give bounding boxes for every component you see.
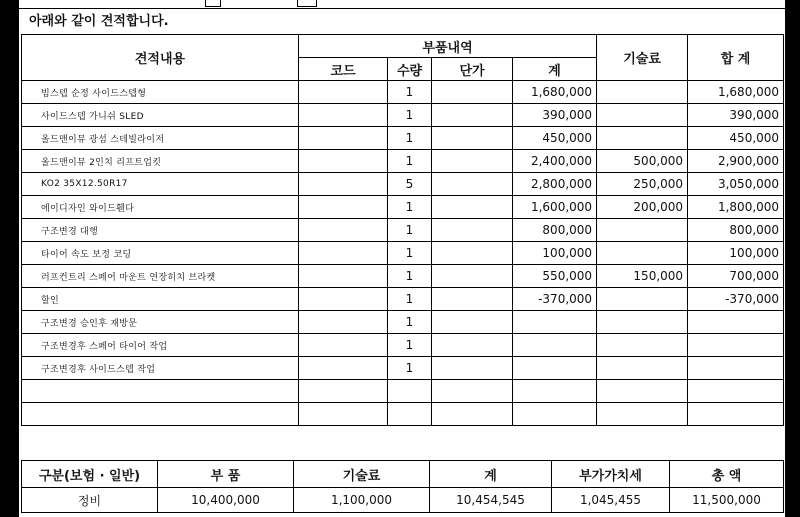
row-labor — [597, 403, 688, 426]
header-code: 코드 — [299, 58, 388, 81]
summary-header: 구분(보험 · 일반) — [22, 461, 158, 488]
header-qty: 수량 — [388, 58, 432, 81]
summary-value: 11,500,000 — [670, 488, 784, 513]
table-row — [22, 288, 784, 311]
table-row — [22, 242, 784, 265]
table-row — [22, 196, 784, 219]
row-desc — [22, 403, 299, 426]
summary-header: 계 — [430, 461, 552, 488]
row-labor — [597, 311, 688, 334]
row-qty: 1 — [388, 150, 432, 173]
row-qty: 1 — [388, 265, 432, 288]
row-total: 390,000 — [688, 104, 784, 127]
row-desc: 할인 — [22, 288, 299, 311]
row-total: -370,000 — [688, 288, 784, 311]
row-unit-price — [432, 173, 513, 196]
estimate-rows — [22, 81, 784, 426]
row-labor: 150,000 — [597, 265, 688, 288]
row-subtotal: 800,000 — [513, 219, 597, 242]
row-qty — [388, 380, 432, 403]
row-labor — [597, 127, 688, 150]
row-labor: 250,000 — [597, 173, 688, 196]
top-box — [205, 0, 221, 7]
row-total: 800,000 — [688, 219, 784, 242]
table-row — [22, 380, 784, 403]
row-subtotal: 2,800,000 — [513, 173, 597, 196]
summary-header: 부 품 — [158, 461, 294, 488]
header-subtotal: 계 — [513, 58, 597, 81]
row-desc: 러프컨트리 스페어 마운트 연장히치 브라켓 — [22, 265, 299, 288]
row-code — [299, 265, 388, 288]
row-desc: 빔스텝 순정 사이드스텝형 — [22, 81, 299, 104]
row-subtotal — [513, 334, 597, 357]
summary-header: 총 액 — [670, 461, 784, 488]
heading: 아래와 같이 견적합니다. — [29, 14, 169, 29]
row-subtotal — [513, 311, 597, 334]
row-labor: 200,000 — [597, 196, 688, 219]
row-total: 100,000 — [688, 242, 784, 265]
row-labor — [597, 81, 688, 104]
row-subtotal: -370,000 — [513, 288, 597, 311]
header-unit-price: 단가 — [432, 58, 513, 81]
row-unit-price — [432, 265, 513, 288]
row-total: 2,900,000 — [688, 150, 784, 173]
table-row — [22, 311, 784, 334]
row-total: 450,000 — [688, 127, 784, 150]
table-row — [22, 104, 784, 127]
row-qty: 1 — [388, 81, 432, 104]
row-unit-price — [432, 380, 513, 403]
row-labor: 500,000 — [597, 150, 688, 173]
row-unit-price — [432, 150, 513, 173]
row-desc: 타이어 속도 보정 코딩 — [22, 242, 299, 265]
row-total: 1,800,000 — [688, 196, 784, 219]
header-desc: 견적내용 — [22, 35, 299, 81]
row-qty: 1 — [388, 357, 432, 380]
summary-value-row — [22, 488, 784, 513]
table-row — [22, 403, 784, 426]
row-labor — [597, 104, 688, 127]
row-labor — [597, 288, 688, 311]
row-desc: 에이디자인 와이드휀다 — [22, 196, 299, 219]
row-desc: 사이드스텝 가니쉬 SLED — [22, 104, 299, 127]
row-labor — [597, 242, 688, 265]
table-row — [22, 81, 784, 104]
row-code — [299, 173, 388, 196]
summary-value: 10,400,000 — [158, 488, 294, 513]
row-total — [688, 357, 784, 380]
row-subtotal: 1,600,000 — [513, 196, 597, 219]
row-subtotal: 390,000 — [513, 104, 597, 127]
header-parts: 부품내역 — [299, 35, 597, 58]
row-unit-price — [432, 334, 513, 357]
row-subtotal — [513, 380, 597, 403]
summary-header: 부가가치세 — [552, 461, 670, 488]
row-code — [299, 288, 388, 311]
row-qty: 1 — [388, 196, 432, 219]
row-code — [299, 311, 388, 334]
separator — [19, 454, 785, 457]
row-unit-price — [432, 357, 513, 380]
row-labor — [597, 357, 688, 380]
row-unit-price — [432, 104, 513, 127]
summary-value: 1,100,000 — [294, 488, 430, 513]
row-desc: 구조변경후 스페어 타이어 작업 — [22, 334, 299, 357]
row-qty: 1 — [388, 219, 432, 242]
row-desc: 올드맨이뮤 광섬 스테빌라이저 — [22, 127, 299, 150]
top-strip — [19, 0, 785, 9]
table-row — [22, 127, 784, 150]
estimate-sheet — [19, 0, 785, 517]
row-unit-price — [432, 288, 513, 311]
row-code — [299, 196, 388, 219]
row-subtotal: 450,000 — [513, 127, 597, 150]
row-total — [688, 311, 784, 334]
row-total: 1,680,000 — [688, 81, 784, 104]
row-subtotal: 2,400,000 — [513, 150, 597, 173]
header-labor: 기술료 — [597, 35, 688, 81]
summary-header-row — [22, 461, 784, 488]
row-code — [299, 150, 388, 173]
row-desc: 구조변경 승인후 재방문 — [22, 311, 299, 334]
row-qty — [388, 403, 432, 426]
row-total — [688, 334, 784, 357]
row-code — [299, 127, 388, 150]
row-qty: 1 — [388, 127, 432, 150]
row-unit-price — [432, 81, 513, 104]
row-desc: 올드맨이뮤 2인치 리프트업킷 — [22, 150, 299, 173]
row-total: 700,000 — [688, 265, 784, 288]
row-unit-price — [432, 242, 513, 265]
row-code — [299, 380, 388, 403]
top-box — [297, 0, 317, 7]
row-qty: 1 — [388, 242, 432, 265]
row-code — [299, 403, 388, 426]
row-desc: KO2 35X12.50R17 — [22, 173, 299, 196]
row-subtotal: 1,680,000 — [513, 81, 597, 104]
row-total: 3,050,000 — [688, 173, 784, 196]
row-code — [299, 219, 388, 242]
table-row — [22, 173, 784, 196]
summary-table — [21, 460, 784, 513]
row-subtotal — [513, 403, 597, 426]
row-qty: 1 — [388, 288, 432, 311]
row-unit-price — [432, 311, 513, 334]
row-labor — [597, 219, 688, 242]
row-qty: 1 — [388, 334, 432, 357]
row-qty: 1 — [388, 104, 432, 127]
row-unit-price — [432, 196, 513, 219]
summary-header: 기술료 — [294, 461, 430, 488]
row-desc: 구조변경후 사이드스텝 작업 — [22, 357, 299, 380]
row-code — [299, 357, 388, 380]
table-row — [22, 150, 784, 173]
summary-value: 정비 — [22, 488, 158, 513]
row-desc: 구조변경 대행 — [22, 219, 299, 242]
row-labor — [597, 334, 688, 357]
table-row — [22, 219, 784, 242]
row-code — [299, 334, 388, 357]
row-code — [299, 104, 388, 127]
estimate-table — [21, 34, 784, 426]
header-total: 합 계 — [688, 35, 784, 81]
table-row — [22, 357, 784, 380]
row-unit-price — [432, 127, 513, 150]
row-code — [299, 242, 388, 265]
row-code — [299, 81, 388, 104]
row-labor — [597, 380, 688, 403]
row-qty: 5 — [388, 173, 432, 196]
summary-value: 10,454,545 — [430, 488, 552, 513]
row-unit-price — [432, 403, 513, 426]
row-subtotal — [513, 357, 597, 380]
row-unit-price — [432, 219, 513, 242]
row-total — [688, 403, 784, 426]
row-desc — [22, 380, 299, 403]
table-row — [22, 265, 784, 288]
row-subtotal: 550,000 — [513, 265, 597, 288]
row-subtotal: 100,000 — [513, 242, 597, 265]
row-qty: 1 — [388, 311, 432, 334]
row-total — [688, 380, 784, 403]
table-row — [22, 334, 784, 357]
summary-value: 1,045,455 — [552, 488, 670, 513]
